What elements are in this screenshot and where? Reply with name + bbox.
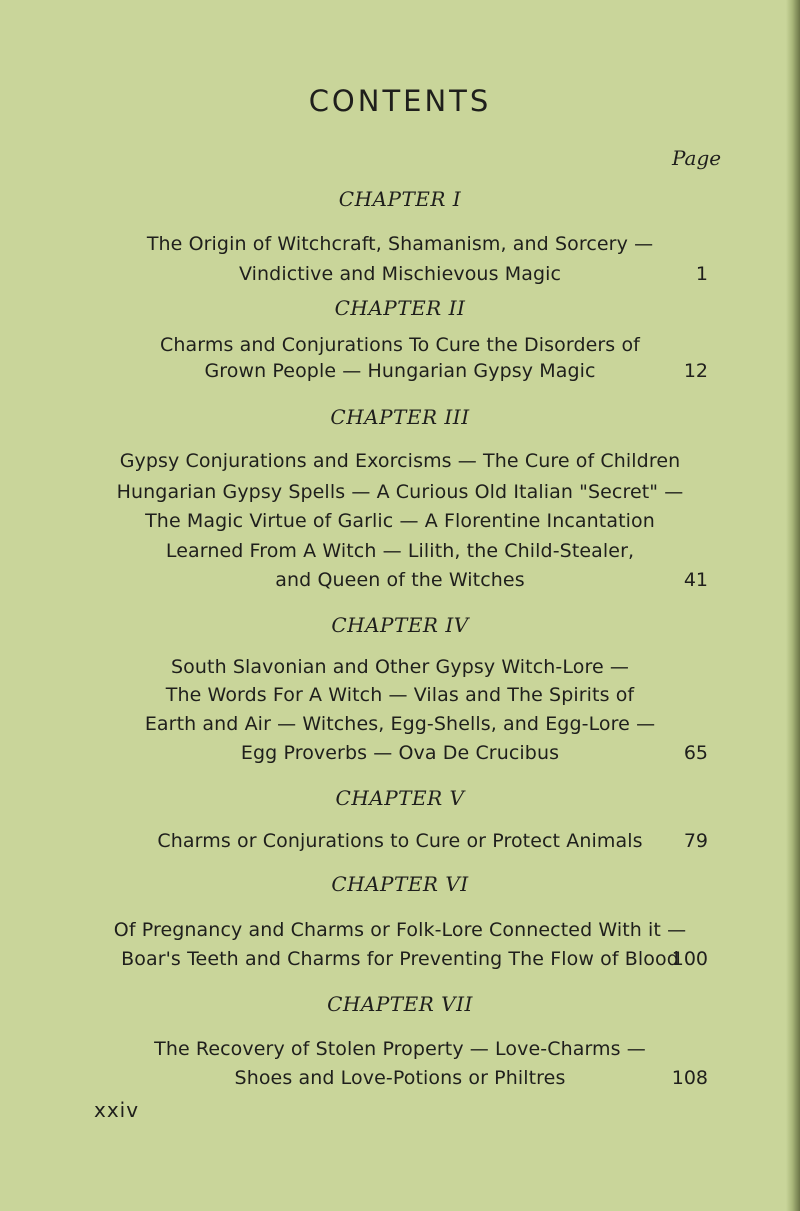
chapter-7-line-1: The Recovery of Stolen Property — Love-Charms — <box>154 1038 646 1060</box>
chapter-4-heading: CHAPTER IV <box>331 613 469 637</box>
chapter-4-line-1: South Slavonian and Other Gypsy Witch-Lore — <box>171 656 629 678</box>
chapter-2-line-2: Grown People — Hungarian Gypsy Magic <box>204 360 596 382</box>
chapter-4-line-4: Egg Proverbs — Ova De Crucibus <box>240 742 560 764</box>
chapter-6-page-number: 100 <box>671 948 708 970</box>
page-edge-shadow <box>786 0 800 1211</box>
chapter-1-line-2: Vindictive and Mischievous Magic <box>238 263 562 285</box>
chapter-2-heading: CHAPTER II <box>334 296 466 320</box>
chapter-6-line-1: Of Pregnancy and Charms or Folk-Lore Connected With it — <box>113 919 687 941</box>
chapter-7-heading: CHAPTER VII <box>327 992 473 1016</box>
chapter-6-line-2: Boar's Teeth and Charms for Preventing The Flow of Blood <box>121 948 679 970</box>
chapter-7-page-number: 108 <box>671 1067 708 1089</box>
chapter-6-heading: CHAPTER VI <box>331 872 469 896</box>
chapter-1-line-1: The Origin of Witchcraft, Shamanism, and Sorcery — <box>146 233 654 255</box>
chapter-3-line-1: Gypsy Conjurations and Exorcisms — The Cure of Children <box>119 450 681 472</box>
chapter-4-page-number: 65 <box>683 742 708 764</box>
chapter-3-line-4: Learned From A Witch — Lilith, the Child-Stealer, <box>165 540 635 562</box>
chapter-3-line-5: and Queen of the Witches <box>275 569 525 591</box>
page-title: CONTENTS <box>308 84 492 118</box>
chapter-5-line-1: Charms or Conjurations to Cure or Protect Animals <box>157 830 643 852</box>
chapter-1-page-number: 1 <box>695 263 708 285</box>
chapter-3-heading: CHAPTER III <box>330 405 470 429</box>
folio-page-number: xxiv <box>94 1098 140 1122</box>
chapter-5-page-number: 79 <box>683 830 708 852</box>
chapter-4-line-3: Earth and Air — Witches, Egg-Shells, and Egg-Lore — <box>144 713 656 735</box>
chapter-7-line-2: Shoes and Love-Potions or Philtres <box>234 1067 566 1089</box>
chapter-5-heading: CHAPTER V <box>335 786 465 810</box>
chapter-2-page-number: 12 <box>683 360 708 382</box>
chapter-3-page-number: 41 <box>683 569 708 591</box>
page-column-label: Page <box>672 146 722 170</box>
chapter-1-heading: CHAPTER I <box>338 187 462 211</box>
chapter-4-line-2: The Words For A Witch — Vilas and The Spirits of <box>165 684 635 706</box>
chapter-3-line-3: The Magic Virtue of Garlic — A Florentine Incantation <box>145 510 655 532</box>
chapter-2-line-1: Charms and Conjurations To Cure the Disorders of <box>160 334 640 356</box>
chapter-3-line-2: Hungarian Gypsy Spells — A Curious Old Italian "Secret" — <box>116 481 684 503</box>
